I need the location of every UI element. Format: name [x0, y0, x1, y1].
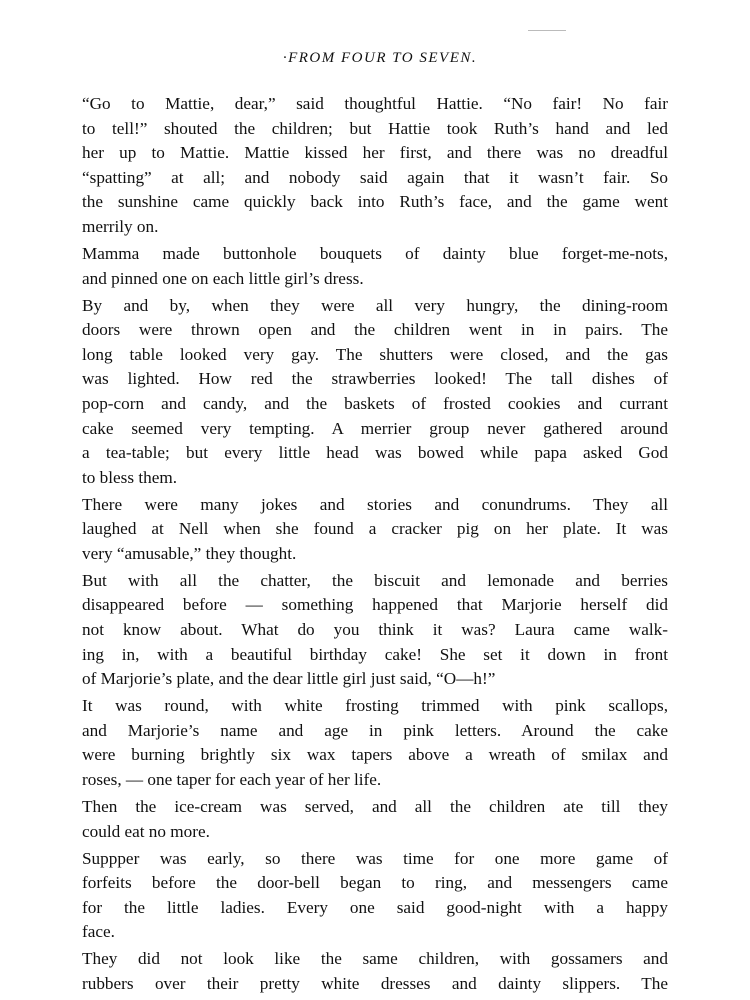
text-line: ing in, with a beautiful birthday cake! She set it down in front — [82, 644, 668, 664]
text-line: doors were thrown open and the children went in in pairs. The — [82, 320, 668, 340]
text-line: laughed at Nell when she found a cracker pig on her plate. It was — [82, 519, 668, 539]
text-line: forfeits before the door-bell began to ring, and messengers came — [82, 873, 668, 893]
text-line: were burning brightly six wax tapers above a wreath of smilax and — [82, 745, 668, 765]
text-line: rubbers over their pretty white dresses and dainty slippers. The — [82, 973, 668, 993]
text-line: a tea-table; but every little head was bowed while papa asked God — [82, 443, 668, 463]
paragraph — [82, 694, 668, 792]
paragraph — [82, 795, 668, 844]
paragraph — [82, 847, 668, 945]
text-line: Then the ice-cream was served, and all the children ate till they — [82, 796, 668, 816]
paragraph — [82, 294, 668, 491]
text-line: It was round, with white frosting trimmed with pink scallops, — [82, 696, 668, 716]
text-line: could eat no more. — [82, 821, 210, 841]
text-line: disappeared before — something happened that Marjorie herself did — [82, 595, 668, 615]
text-line: of Marjorie’s plate, and the dear little girl just said, “O—h!” — [82, 669, 496, 689]
text-line: very “amusable,” they thought. — [82, 543, 297, 563]
text-line: roses, — one taper for each year of her life. — [82, 769, 382, 789]
text-line: There were many jokes and stories and conundrums. They all — [82, 494, 668, 514]
text-line: was lighted. How red the strawberries looked! The tall dishes of — [82, 369, 668, 389]
text-line: merrily on. — [82, 216, 159, 236]
text-line: and pinned one on each little girl’s dress. — [82, 268, 364, 288]
text-line: for the little ladies. Every one said good-night with a happy — [82, 897, 668, 917]
text-line: long table looked very gay. The shutters were closed, and the gas — [82, 344, 668, 364]
scan-mark — [528, 30, 566, 31]
text-line: the sunshine came quickly back into Ruth’s face, and the game went — [82, 192, 668, 212]
text-line: to tell!” shouted the children; but Hattie took Ruth’s hand and led — [82, 118, 668, 138]
text-line: face. — [82, 922, 115, 942]
text-line: to bless them. — [82, 467, 178, 487]
paragraph — [82, 493, 668, 567]
text-line: cake seemed very tempting. A merrier group never gathered around — [82, 418, 668, 438]
paragraph — [82, 569, 668, 692]
text-line: Mamma made buttonhole bouquets of dainty blue forget-me-nots, — [82, 243, 668, 263]
paragraph — [82, 947, 668, 996]
text-line: not know about. What do you think it was? Laura came walk- — [82, 620, 668, 640]
text-line: and Marjorie’s name and age in pink letters. Around the cake — [82, 720, 668, 740]
body-text — [82, 92, 668, 999]
paragraph — [82, 92, 668, 240]
text-line: By and by, when they were all very hungry, the dining-room — [82, 295, 668, 315]
text-line: “Go to Mattie, dear,” said thoughtful Hattie. “No fair! No fair — [82, 94, 668, 113]
text-line: pop-corn and candy, and the baskets of frosted cookies and currant — [82, 393, 668, 413]
text-line: Suppper was early, so there was time for one more game of — [82, 848, 668, 868]
text-line: But with all the chatter, the biscuit and lemonade and berries — [82, 570, 668, 590]
text-line: her up to Mattie. Mattie kissed her first, and there was no dreadful — [82, 143, 668, 163]
text-line: “spatting” at all; and nobody said again that it wasn’t fair. So — [82, 167, 668, 187]
running-header: ·FROM FOUR TO SEVEN. — [282, 50, 478, 66]
paragraph — [82, 242, 668, 291]
text-line: They did not look like the same children, with gossamers and — [82, 949, 668, 969]
